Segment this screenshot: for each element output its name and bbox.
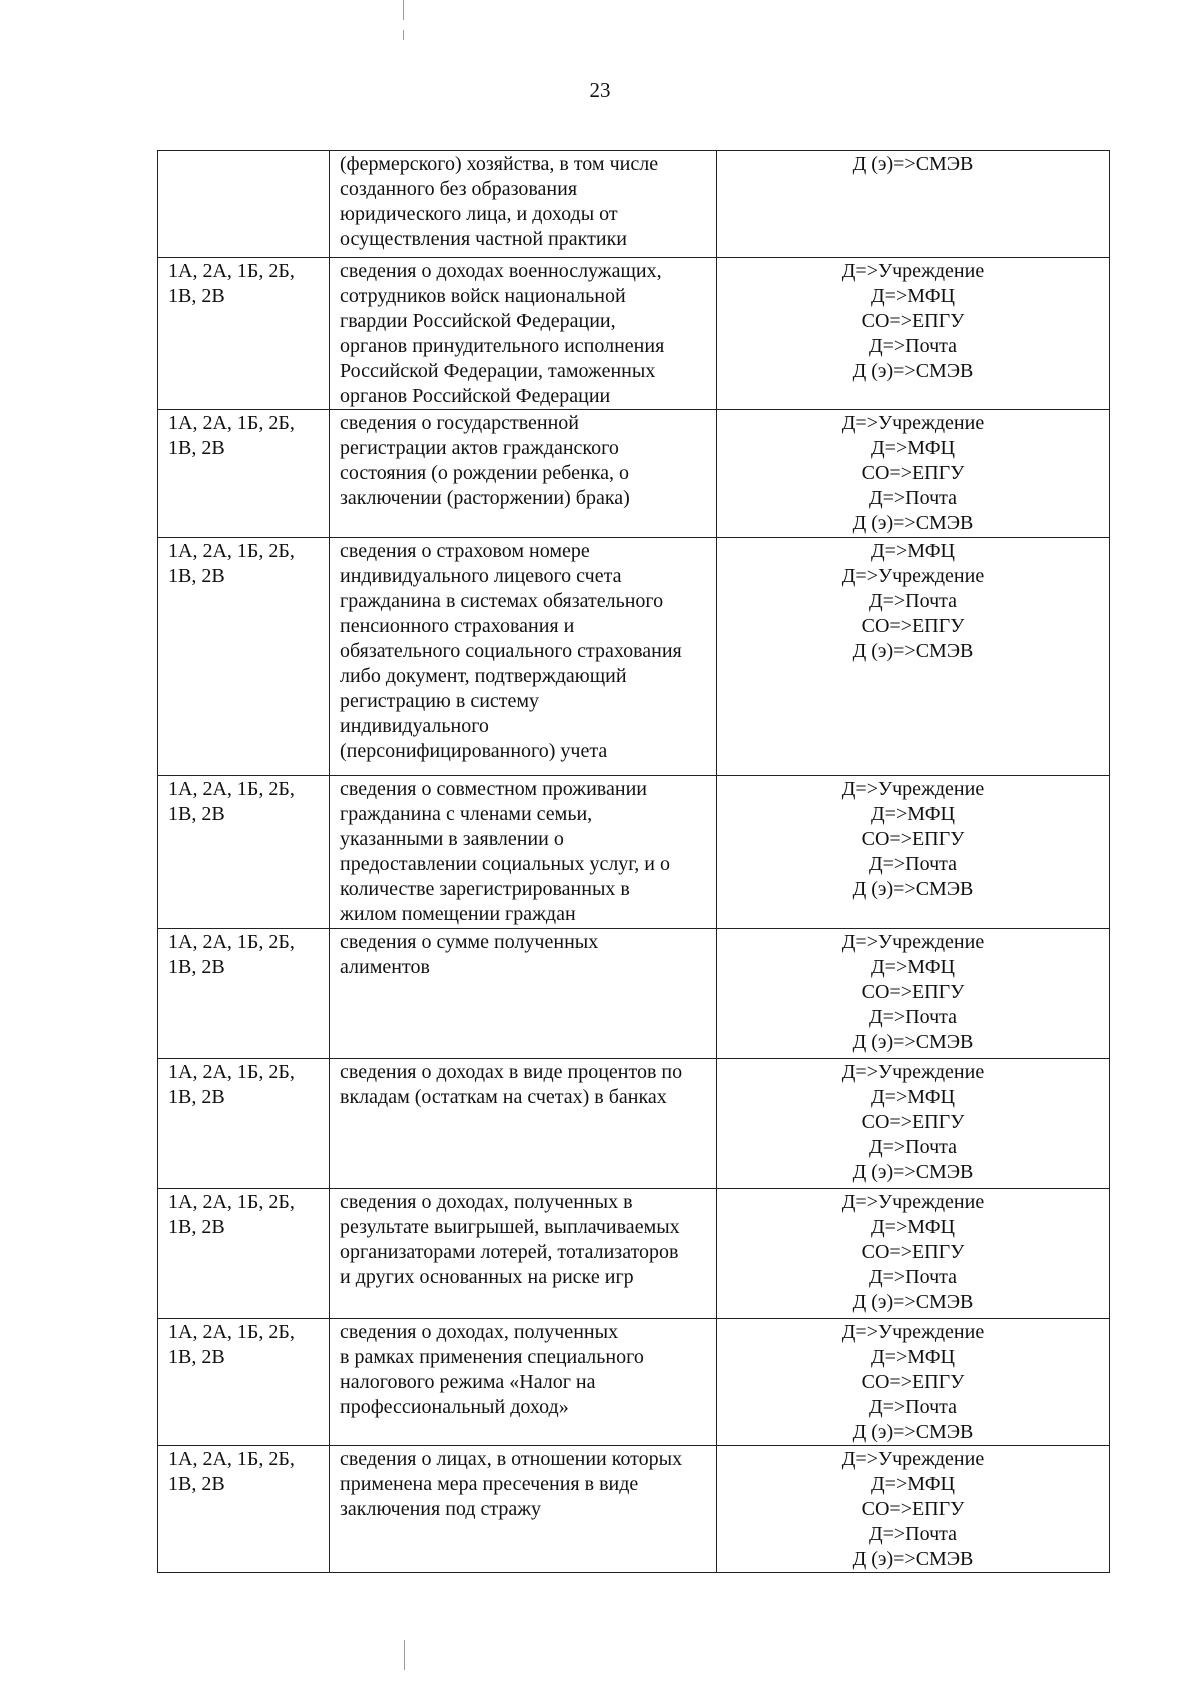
submission-channel: Д=>МФЦ xyxy=(871,1473,955,1495)
table-row xyxy=(158,1189,1110,1319)
submission-channel: Д=>МФЦ xyxy=(871,540,955,562)
table-row xyxy=(158,258,1110,410)
submission-channel: Д (э)=>СМЭВ xyxy=(852,878,974,900)
submission-channel: Д=>МФЦ xyxy=(871,437,955,459)
submission-channel: СО=>ЕПГУ xyxy=(861,1241,965,1263)
submission-channels-cell xyxy=(717,1319,1110,1446)
submission-channel: Д (э)=>СМЭВ xyxy=(852,1548,974,1570)
submission-channel: Д=>Учреждение xyxy=(841,1448,985,1470)
submission-channel: Д (э)=>СМЭВ xyxy=(852,360,974,382)
recipient-categories-cell: 1А, 2А, 1Б, 2Б, 1В, 2В xyxy=(158,258,330,410)
document-description-cell: сведения о совместном проживании гражданина с членами семьи, указанными в заявлении о предоставлении социальных услуг, и о количестве зарегистрированных в жилом помещении граждан xyxy=(330,776,717,929)
submission-channel: Д (э)=>СМЭВ xyxy=(852,1161,974,1183)
submission-channel: Д=>Учреждение xyxy=(841,1321,985,1343)
document-description-cell: сведения о доходах, полученных в результате выигрышей, выплачиваемых организаторами лотерей, тотализаторов и других основанных на риске игр xyxy=(330,1189,717,1319)
submission-channel: Д=>Почта xyxy=(868,1523,958,1545)
submission-channels-cell xyxy=(717,929,1110,1059)
submission-channel: Д=>Почта xyxy=(868,335,958,357)
recipient-categories-cell: 1А, 2А, 1Б, 2Б, 1В, 2В xyxy=(158,929,330,1059)
submission-channel: Д=>Почта xyxy=(868,1266,958,1288)
submission-channel: Д=>Почта xyxy=(868,1006,958,1028)
submission-channel: СО=>ЕПГУ xyxy=(861,310,965,332)
submission-channel: Д=>МФЦ xyxy=(871,1086,955,1108)
submission-channel: Д=>МФЦ xyxy=(871,803,955,825)
table-row xyxy=(158,929,1110,1059)
submission-channel: Д (э)=>СМЭВ xyxy=(852,1291,974,1313)
table-row xyxy=(158,776,1110,929)
scan-artifact-top xyxy=(403,0,404,20)
table-row xyxy=(158,1446,1110,1573)
submission-channel: Д=>МФЦ xyxy=(871,1346,955,1368)
scan-artifact-bottom xyxy=(404,1640,405,1670)
recipient-categories-cell xyxy=(158,151,330,258)
submission-channel: Д=>Учреждение xyxy=(841,565,985,587)
submission-channel: Д=>МФЦ xyxy=(871,1216,955,1238)
submission-channels-cell xyxy=(717,1189,1110,1319)
document-description-cell: сведения о доходах в виде процентов по вкладам (остаткам на счетах) в банках xyxy=(330,1059,717,1189)
submission-channels-cell xyxy=(717,1059,1110,1189)
submission-channels-cell xyxy=(717,151,1110,258)
table-row xyxy=(158,1059,1110,1189)
document-description-cell: (фермерского) хозяйства, в том числе созданного без образования юридического лица, и доходы от осуществления частной практики xyxy=(330,151,717,258)
submission-channels-cell xyxy=(717,410,1110,538)
submission-channel: Д=>Почта xyxy=(868,853,958,875)
submission-channel: Д (э)=>СМЭВ xyxy=(852,640,974,662)
document-description-cell: сведения о страховом номере индивидуального лицевого счета гражданина в системах обязательного пенсионного страхования и обязательного социального страхования либо документ, подтверждающий регистрацию в систему индивидуального (персонифицированного) учета xyxy=(330,538,717,776)
document-description-cell: сведения о доходах, полученных в рамках применения специального налогового режима «Налог на профессиональный доход» xyxy=(330,1319,717,1446)
document-description-cell: сведения о лицах, в отношении которых применена мера пресечения в виде заключения под стражу xyxy=(330,1446,717,1573)
recipient-categories-cell: 1А, 2А, 1Б, 2Б, 1В, 2В xyxy=(158,1059,330,1189)
submission-channel: Д=>Учреждение xyxy=(841,778,985,800)
submission-channel: Д=>Почта xyxy=(868,1136,958,1158)
table-row xyxy=(158,410,1110,538)
documents-table xyxy=(157,150,1110,1573)
submission-channel: Д=>МФЦ xyxy=(871,285,955,307)
submission-channel: Д (э)=>СМЭВ xyxy=(852,1421,974,1443)
document-description-cell: сведения о доходах военнослужащих, сотрудников войск национальной гвардии Российской Федерации, органов принудительного исполнения Российской Федерации, таможенных органов Российской Федерации xyxy=(330,258,717,410)
submission-channel: Д=>Учреждение xyxy=(841,260,985,282)
recipient-categories-cell: 1А, 2А, 1Б, 2Б, 1В, 2В xyxy=(158,1446,330,1573)
documents-table-body xyxy=(158,151,1110,1573)
scan-artifact-top-2 xyxy=(403,30,404,40)
submission-channels-cell xyxy=(717,1446,1110,1573)
submission-channel: СО=>ЕПГУ xyxy=(861,981,965,1003)
submission-channel: Д=>Учреждение xyxy=(841,1191,985,1213)
recipient-categories-cell: 1А, 2А, 1Б, 2Б, 1В, 2В xyxy=(158,1319,330,1446)
submission-channel: Д=>Учреждение xyxy=(841,1061,985,1083)
submission-channel: СО=>ЕПГУ xyxy=(861,1371,965,1393)
submission-channel: Д=>Почта xyxy=(868,487,958,509)
submission-channels-cell xyxy=(717,258,1110,410)
table-row xyxy=(158,151,1110,258)
submission-channel: Д=>Учреждение xyxy=(841,412,985,434)
document-description-cell: сведения о сумме полученных алиментов xyxy=(330,929,717,1059)
submission-channel: СО=>ЕПГУ xyxy=(861,828,965,850)
submission-channel: Д=>Почта xyxy=(868,1396,958,1418)
recipient-categories-cell: 1А, 2А, 1Б, 2Б, 1В, 2В xyxy=(158,410,330,538)
submission-channels-cell xyxy=(717,776,1110,929)
submission-channel: Д (э)=>СМЭВ xyxy=(852,153,974,175)
recipient-categories-cell: 1А, 2А, 1Б, 2Б, 1В, 2В xyxy=(158,776,330,929)
submission-channel: Д=>Учреждение xyxy=(841,931,985,953)
submission-channel: СО=>ЕПГУ xyxy=(861,1111,965,1133)
submission-channel: СО=>ЕПГУ xyxy=(861,462,965,484)
table-row xyxy=(158,538,1110,776)
document-description-cell: сведения о государственной регистрации актов гражданского состояния (о рождении ребенка, о заключении (расторжении) брака) xyxy=(330,410,717,538)
table-row xyxy=(158,1319,1110,1446)
submission-channel: Д=>МФЦ xyxy=(871,956,955,978)
submission-channel: Д (э)=>СМЭВ xyxy=(852,512,974,534)
submission-channel: Д=>Почта xyxy=(868,590,958,612)
recipient-categories-cell: 1А, 2А, 1Б, 2Б, 1В, 2В xyxy=(158,1189,330,1319)
submission-channel: СО=>ЕПГУ xyxy=(861,1498,965,1520)
submission-channels-cell xyxy=(717,538,1110,776)
submission-channel: СО=>ЕПГУ xyxy=(861,615,965,637)
recipient-categories-cell: 1А, 2А, 1Б, 2Б, 1В, 2В xyxy=(158,538,330,776)
submission-channel: Д (э)=>СМЭВ xyxy=(852,1031,974,1053)
page-number: 23 xyxy=(589,78,611,102)
